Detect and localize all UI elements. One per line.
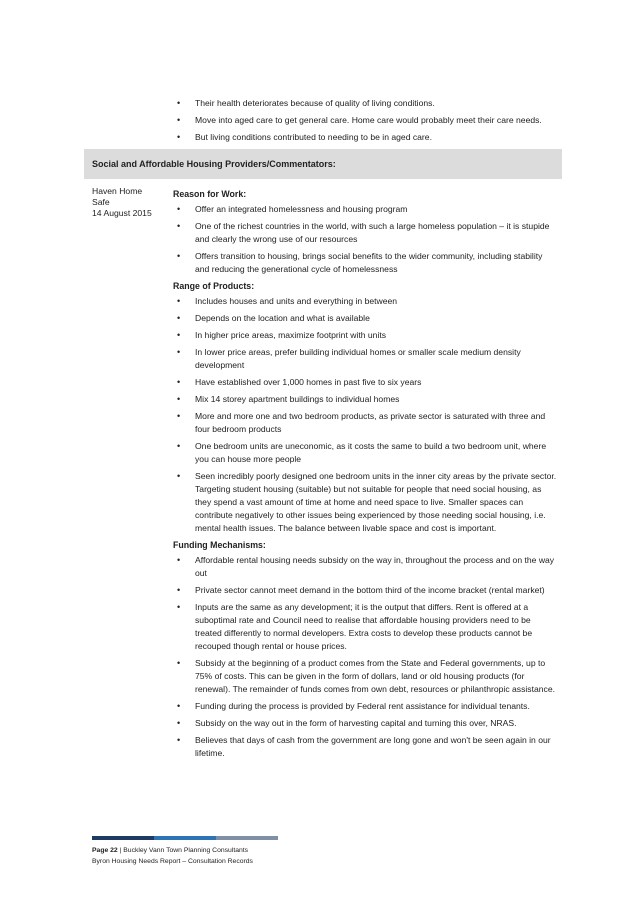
list-item: • Includes houses and units and everything in between xyxy=(173,295,558,308)
list-item: • Mix 14 storey apartment buildings to individual homes xyxy=(173,393,558,406)
list-item: • But living conditions contributed to needing to be in aged care. xyxy=(173,131,558,144)
reason-list xyxy=(173,203,558,276)
range-title: Range of Products: xyxy=(173,281,255,291)
list-item: • One of the richest countries in the world, with such a large homeless population – it is stupide and clearly the wrong use of our resources xyxy=(173,220,558,246)
footer-bar-segment xyxy=(154,836,216,840)
list-item: • Depends on the location and what is available xyxy=(173,312,558,325)
report-title: Byron Housing Needs Report – Consultation Records xyxy=(92,858,253,865)
funding-section xyxy=(173,539,558,760)
list-item: • In higher price areas, maximize footprint with units xyxy=(173,329,558,342)
footer-bar-segment xyxy=(216,836,278,840)
page-number: Page 22 xyxy=(92,847,118,854)
footer-color-bar xyxy=(92,836,278,840)
list-item: • Offer an integrated homelessness and housing program xyxy=(173,203,558,216)
org-name-line1: Haven Home xyxy=(92,186,143,196)
list-item: • Believes that days of cash from the government are long gone and won't be seen again in our lifetime. xyxy=(173,734,558,760)
list-item: • Inputs are the same as any development; it is the output that differs. Rent is offered at a suboptimal rate and Council need to realise that affordable housing providers need to be treated differently to normal developers. Extra costs to develop these products cannot be recouped though rental or house prices. xyxy=(173,601,558,653)
company-name: Buckley Vann Town Planning Consultants xyxy=(123,847,249,854)
list-item: • Subsidy at the beginning of a product comes from the State and Federal governments, up to 75% of costs. This can be given in the form of dollars, land or old housing products (for renewal). The remainder of funds comes from own debt, resources or philanthropic assistance. xyxy=(173,657,558,696)
list-item: • One bedroom units are uneconomic, as it costs the same to build a two bedroom unit, where you can house more people xyxy=(173,440,558,466)
funding-title: Funding Mechanisms: xyxy=(173,540,266,550)
list-item: • Move into aged care to get general care. Home care would probably meet their care needs. xyxy=(173,114,558,127)
top-bullet-list xyxy=(173,97,558,148)
list-item: • Their health deteriorates because of quality of living conditions. xyxy=(173,97,558,110)
entry-date: 14 August 2015 xyxy=(92,208,152,218)
entry-meta xyxy=(92,186,170,219)
range-list xyxy=(173,295,558,535)
list-item: • Affordable rental housing needs subsidy on the way in, throughout the process and on the way out xyxy=(173,554,558,580)
section-heading-band: Social and Affordable Housing Providers/Commentators: xyxy=(84,149,562,179)
footer-separator: | xyxy=(117,847,124,854)
reason-section xyxy=(173,188,558,276)
funding-list xyxy=(173,554,558,760)
list-item: • Have established over 1,000 homes in past five to six years xyxy=(173,376,558,389)
list-item: • In lower price areas, prefer building individual homes or smaller scale medium density development xyxy=(173,346,558,372)
list-item: • Seen incredibly poorly designed one bedroom units in the inner city areas by the private sector. Targeting student housing (suitable) but not suitable for people that need social housing, as they spend a vast amount of time at home and need space to live. Smaller spaces can contribute negatively to other issues being experienced by those needing social housing, i.e. mental health issues. The balance between livable space and cost is important. xyxy=(173,470,558,535)
footer-line xyxy=(92,846,248,855)
list-item: • More and more one and two bedroom products, as private sector is saturated with three and four bedroom products xyxy=(173,410,558,436)
reason-title: Reason for Work: xyxy=(173,189,247,199)
footer-bar-segment xyxy=(92,836,154,840)
list-item: • Offers transition to housing, brings social benefits to the wider community, including stability and reducing the generational cycle of homelessness xyxy=(173,250,558,276)
list-item: • Subsidy on the way out in the form of harvesting capital and turning this over, NRAS. xyxy=(173,717,558,730)
org-name-line2: Safe xyxy=(92,197,110,207)
entry-content xyxy=(173,188,558,764)
range-section xyxy=(173,280,558,535)
list-item: • Private sector cannot meet demand in the bottom third of the income bracket (rental market) xyxy=(173,584,558,597)
list-item: • Funding during the process is provided by Federal rent assistance for individual tenants. xyxy=(173,700,558,713)
